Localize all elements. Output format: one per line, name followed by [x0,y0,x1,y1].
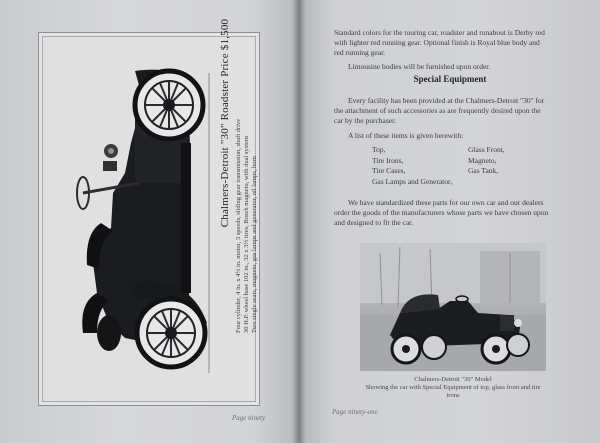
body-line: A list of these items is given herewith: [348,131,464,140]
closing-paragraph [334,198,566,228]
closing-line: order the goods of the manufacturers whose parts we have chosen upon [334,208,549,217]
body-line: car by the purchaser. [334,116,397,125]
photo-caption-sub: Showing the car with Special Equipment of top, glass front and tire irons [365,384,541,399]
touring-car-image [360,243,546,371]
left-folio: Page ninety [232,414,266,422]
car-illustration-plate [38,18,260,406]
spec-line: Two single seats, magneto, gas lamps and generator, oil lamps, horn [251,156,258,333]
accessory-item: Glass Front, [468,145,505,154]
intro-line: Limousine bodies will be furnished upon order. [348,62,491,71]
intro-line: red running gear. [334,48,386,57]
body-line: the attachment of such accessories as are frequently desired upon the [334,106,541,115]
body-line: Every facility has been provided at the Chalmers-Detroit "30" for [348,96,545,105]
accessory-item: Tire Irons, [372,155,404,165]
photo-caption-title: Chalmers-Detroit "30" Model [414,376,492,383]
accessory-item: Gas Lamps and Generator, [372,176,453,186]
touring-car-photo [360,243,546,371]
section-heading: Special Equipment [413,74,487,84]
accessory-row [372,166,552,177]
body-paragraph [334,96,566,141]
right-folio: Page ninety-one [332,408,378,416]
spec-line: 30 H.P. wheel base 102 in., 32 x 3½ tires, Bosch magneto, with dual system [243,136,250,333]
closing-line: We have standardized these parts for our own car and our dealers [348,198,544,207]
accessory-list [372,145,552,187]
book-gutter [292,0,306,443]
intro-paragraph [334,28,566,72]
rear-wheel [137,299,205,367]
closing-line: and designed to fit the car. [334,218,414,227]
spec-line: Four cylinder, 4 in. x 4½ in. motor, 3 speeds, sliding gear transmission, shaft drive [235,118,242,333]
plate-caption: Chalmers-Detroit "30" Roadster Price $1,500 [219,18,231,228]
accessory-row [372,177,552,188]
accessory-item: Gas Tank, [468,166,499,175]
accessory-item: Tire Cases, [372,166,406,175]
accessory-row [372,156,552,167]
intro-line: Standard colors for the touring car, roadster and runabout is Derby red [334,28,545,37]
front-wheel [135,71,203,139]
intro-line: with lighter red running gear. Optional finish is Royal blue body and [334,38,540,47]
photo-caption [360,376,546,400]
accessory-item: Top, [372,145,386,154]
accessory-item: Magneto, [468,155,497,165]
accessory-row [372,145,552,156]
